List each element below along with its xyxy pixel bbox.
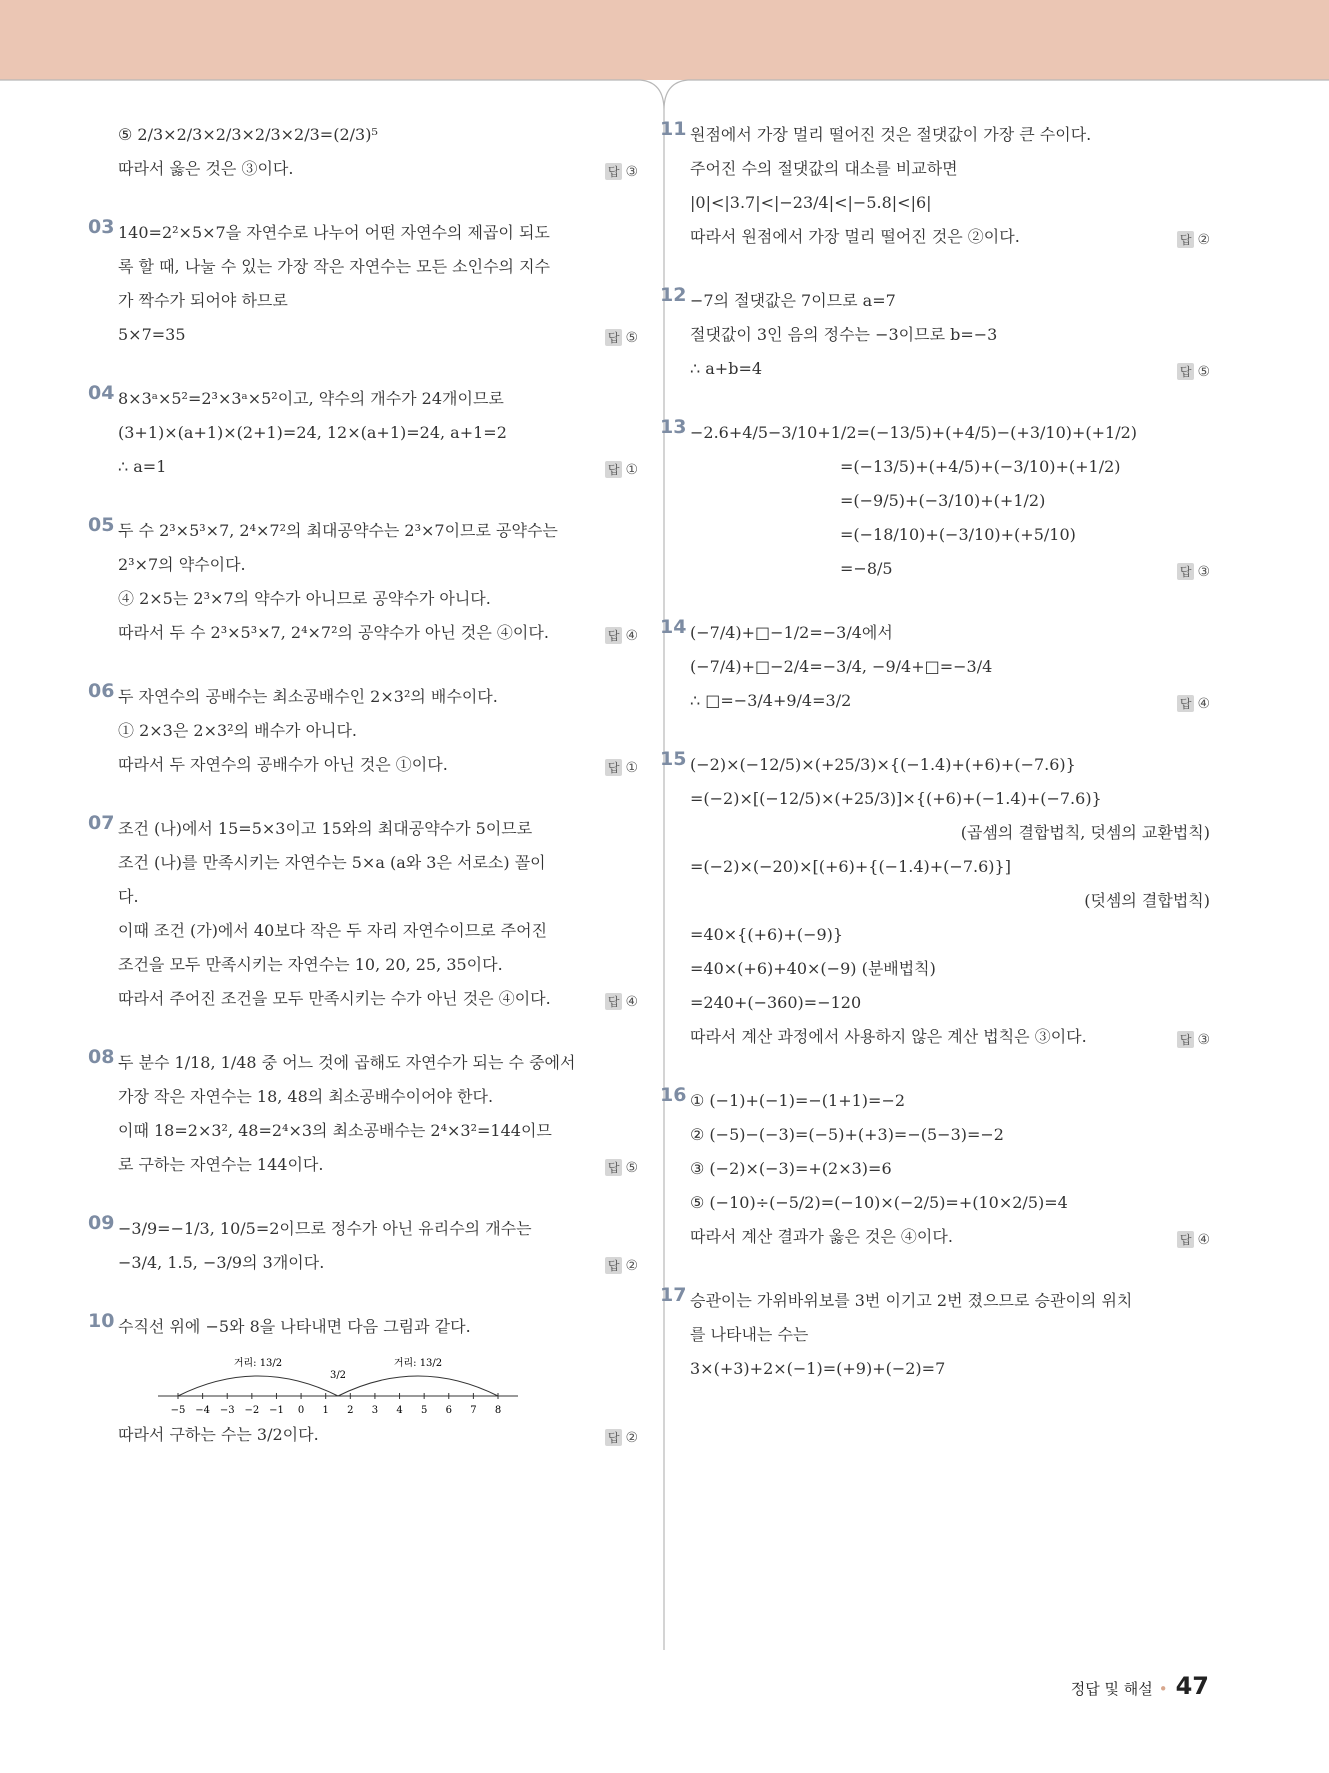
solution-line: 다. — [118, 887, 139, 906]
answer-mark — [605, 759, 638, 776]
answer-value: ③ — [625, 164, 638, 180]
solution-line: −2.6+4/5−3/10+1/2=(−13/5)+(+4/5)−(+3/10)+(+1/2) — [690, 423, 1138, 442]
solution-line: ∴ a+b=4 — [690, 359, 763, 378]
answer-label: 답 — [1177, 1031, 1195, 1048]
problem-number: 14 — [660, 616, 687, 638]
solution-line: −3/4, 1.5, −3/9의 3개이다. — [118, 1253, 325, 1272]
tick-label: 3 — [371, 1405, 379, 1416]
answer-value: ④ — [625, 628, 638, 644]
solution-line: 조건 (나)를 만족시키는 자연수는 5×a (a와 3은 서로소) 꼴이 — [118, 853, 546, 872]
answer-mark — [605, 329, 638, 346]
solution-line: ⑤ (−10)÷(−5/2)=(−10)×(−2/5)=+(10×2/5)=4 — [690, 1193, 1068, 1212]
problem-number: 08 — [88, 1046, 115, 1068]
solution-line: 수직선 위에 −5와 8을 나타내면 다음 그림과 같다. — [118, 1317, 471, 1336]
solution-line: 절댓값이 3인 음의 정수는 −3이므로 b=−3 — [690, 325, 998, 344]
answer-value: ③ — [1197, 1032, 1210, 1048]
tick-label: −3 — [219, 1405, 235, 1416]
answer-value: ① — [625, 760, 638, 776]
problem-number: 16 — [660, 1084, 687, 1106]
problem-number: 10 — [88, 1310, 115, 1332]
answer-mark — [1177, 231, 1210, 248]
solution-line: 따라서 두 수 2³×5³×7, 2⁴×7²의 공약수가 아닌 것은 ④이다. — [118, 623, 549, 642]
problem-number: 09 — [88, 1212, 115, 1234]
solution-line: 두 분수 1/18, 1/48 중 어느 것에 곱해도 자연수가 되는 수 중에서 — [118, 1053, 576, 1072]
answer-mark — [605, 627, 638, 644]
answer-value: ⑤ — [1197, 364, 1210, 380]
answer-mark — [605, 993, 638, 1010]
page-footer — [1071, 1672, 1209, 1700]
solution-line: 이때 18=2×3², 48=2⁴×3의 최소공배수는 2⁴×3²=144이므 — [118, 1121, 552, 1140]
solution-line: =(−2)×[(−12/5)×(+25/3)]×{(+6)+(−1.4)+(−7.6)} — [690, 789, 1102, 808]
left-column — [88, 118, 638, 1482]
solution-line: =−8/5 — [840, 559, 893, 578]
solution-item — [88, 216, 638, 352]
answer-value: ① — [625, 462, 638, 478]
answer-mark — [1177, 1231, 1210, 1248]
solution-line: 따라서 계산 과정에서 사용하지 않은 계산 법칙은 ③이다. — [690, 1027, 1087, 1046]
solution-line: ② (−5)−(−3)=(−5)+(+3)=−(5−3)=−2 — [690, 1125, 1004, 1144]
solution-line: 따라서 옳은 것은 ③이다. — [118, 159, 294, 178]
solution-line: ⑤ 2/3×2/3×2/3×2/3×2/3=(2/3)⁵ — [118, 125, 378, 144]
problem-number: 12 — [660, 284, 687, 306]
answer-value: ④ — [625, 994, 638, 1010]
solution-line: =(−2)×(−20)×[(+6)+{(−1.4)+(−7.6)}] — [690, 857, 1011, 876]
solution-line: (덧셈의 결합법칙) — [1084, 891, 1210, 910]
solution-line: 2³×7의 약수이다. — [118, 555, 246, 574]
solution-item — [88, 1046, 638, 1182]
solution-line: 8×3ᵃ×5²=2³×3ᵃ×5²이고, 약수의 개수가 24개이므로 — [118, 389, 504, 408]
solution-item — [88, 680, 638, 782]
answer-label: 답 — [605, 1257, 623, 1274]
answer-value: ④ — [1197, 696, 1210, 712]
answer-label: 답 — [1177, 363, 1195, 380]
solution-line: =40×{(+6)+(−9)} — [690, 925, 844, 944]
solution-line: (−2)×(−12/5)×(+25/3)×{(−1.4)+(+6)+(−7.6)} — [690, 755, 1076, 774]
solution-line: 따라서 계산 결과가 옳은 것은 ④이다. — [690, 1227, 953, 1246]
answer-label: 답 — [1177, 1231, 1195, 1248]
solution-line: 승관이는 가위바위보를 3번 이기고 2번 졌으므로 승관이의 위치 — [690, 1291, 1133, 1310]
solution-line: 5×7=35 — [118, 325, 186, 344]
tick-label: 6 — [445, 1405, 452, 1416]
answer-mark — [1177, 363, 1210, 380]
solution-line: (−7/4)+□−2/4=−3/4, −9/4+□=−3/4 — [690, 657, 993, 676]
solution-line: ① (−1)+(−1)=−(1+1)=−2 — [690, 1091, 906, 1110]
answer-mark — [1177, 563, 1210, 580]
footer-dot-icon: • — [1158, 1680, 1168, 1698]
solution-line: (곱셈의 결합법칙, 덧셈의 교환법칙) — [960, 823, 1210, 842]
answer-label: 답 — [605, 1159, 623, 1176]
solution-line: 140=2²×5×7을 자연수로 나누어 어떤 자연수의 제곱이 되도 — [118, 223, 550, 242]
distance-arc — [338, 1376, 498, 1396]
solution-item — [88, 1310, 638, 1452]
solution-line: 따라서 구하는 수는 3/2이다. — [118, 1425, 319, 1444]
solution-item — [660, 416, 1210, 586]
answer-value: ② — [625, 1258, 638, 1274]
solution-line: ③ (−2)×(−3)=+(2×3)=6 — [690, 1159, 892, 1178]
answer-label: 답 — [605, 461, 623, 478]
problem-number: 04 — [88, 382, 115, 404]
tick-label: 4 — [396, 1405, 403, 1416]
tick-label: 8 — [494, 1405, 502, 1416]
solution-line: =(−18/10)+(−3/10)+(+5/10) — [840, 525, 1076, 544]
problem-number: 13 — [660, 416, 687, 438]
solution-line: 3×(+3)+2×(−1)=(+9)+(−2)=7 — [690, 1359, 946, 1378]
problem-number: 05 — [88, 514, 115, 536]
problem-number: 03 — [88, 216, 115, 238]
problem-number: 15 — [660, 748, 687, 770]
solution-item — [118, 118, 638, 186]
answer-value: ④ — [1197, 1232, 1210, 1248]
solution-line: ∴ □=−3/4+9/4=3/2 — [690, 691, 852, 710]
answer-label: 답 — [1177, 231, 1195, 248]
answer-mark — [605, 1159, 638, 1176]
solution-line: −3/9=−1/3, 10/5=2이므로 정수가 아닌 유리수의 개수는 — [118, 1219, 532, 1238]
solution-line: =(−9/5)+(−3/10)+(+1/2) — [840, 491, 1046, 510]
problem-number: 07 — [88, 812, 115, 834]
solution-line: =(−13/5)+(+4/5)+(−3/10)+(+1/2) — [840, 457, 1121, 476]
solution-line: (−7/4)+□−1/2=−3/4에서 — [690, 623, 893, 642]
solution-line: 원점에서 가장 멀리 떨어진 것은 절댓값이 가장 큰 수이다. — [690, 125, 1092, 144]
solution-line: 가장 작은 자연수는 18, 48의 최소공배수이어야 한다. — [118, 1087, 494, 1106]
tick-label: −2 — [244, 1405, 260, 1416]
solution-line: 로 구하는 자연수는 144이다. — [118, 1155, 324, 1174]
tick-label: −5 — [170, 1405, 186, 1416]
solution-line: ① 2×3은 2×3²의 배수가 아니다. — [118, 721, 358, 740]
answer-label: 답 — [605, 329, 623, 346]
problem-number: 17 — [660, 1284, 687, 1306]
solution-line: 조건 (나)에서 15=5×3이고 15와의 최대공약수가 5이므로 — [118, 819, 533, 838]
answer-label: 답 — [605, 1429, 623, 1446]
solution-item — [88, 382, 638, 484]
solution-item — [660, 284, 1210, 386]
solution-item — [660, 748, 1210, 1054]
solution-line: 이때 조건 (가)에서 40보다 작은 두 자리 자연수이므로 주어진 — [118, 921, 548, 940]
solution-line: −7의 절댓값은 7이므로 a=7 — [690, 291, 896, 310]
answer-label: 답 — [605, 163, 623, 180]
answer-label: 답 — [1177, 563, 1195, 580]
solution-line: 주어진 수의 절댓값의 대소를 비교하면 — [690, 159, 958, 178]
distance-label: 3/2 — [329, 1370, 347, 1381]
distance-arc — [178, 1376, 338, 1396]
solution-line: 록 할 때, 나눌 수 있는 가장 작은 자연수는 모든 소인수의 지수 — [118, 257, 550, 276]
answer-value: ⑤ — [625, 330, 638, 346]
answer-label: 답 — [605, 993, 623, 1010]
tick-label: 5 — [420, 1405, 428, 1416]
solution-line: (3+1)×(a+1)×(2+1)=24, 12×(a+1)=24, a+1=2 — [118, 423, 507, 442]
solution-line: 따라서 원점에서 가장 멀리 떨어진 것은 ②이다. — [690, 227, 1020, 246]
answer-label: 답 — [605, 627, 623, 644]
page-number: 47 — [1175, 1672, 1209, 1700]
solution-line: 두 자연수의 공배수는 최소공배수인 2×3²의 배수이다. — [118, 687, 498, 706]
answer-mark — [605, 163, 638, 180]
solution-line: 조건을 모두 만족시키는 자연수는 10, 20, 25, 35이다. — [118, 955, 503, 974]
answer-value: ② — [1197, 232, 1210, 248]
solution-item — [660, 118, 1210, 254]
answer-value: ⑤ — [625, 1160, 638, 1176]
solution-item — [88, 812, 638, 1016]
answer-mark — [1177, 1031, 1210, 1048]
solution-item — [660, 616, 1210, 718]
problem-number: 11 — [660, 118, 687, 140]
problem-number: 06 — [88, 680, 115, 702]
solution-line: |0|<|3.7|<|−23/4|<|−5.8|<|6| — [690, 193, 932, 212]
distance-label: 거리: 13/2 — [233, 1358, 283, 1369]
answer-mark — [605, 461, 638, 478]
tick-label: 7 — [470, 1405, 477, 1416]
answer-mark — [605, 1257, 638, 1274]
tick-label: 2 — [347, 1405, 354, 1416]
solution-item — [88, 514, 638, 650]
solution-line: ④ 2×5는 2³×7의 약수가 아니므로 공약수가 아니다. — [118, 589, 491, 608]
number-line-diagram — [158, 1348, 518, 1418]
answer-label: 답 — [1177, 695, 1195, 712]
solution-line: =40×(+6)+40×(−9) (분배법칙) — [690, 959, 936, 978]
tick-label: 1 — [322, 1405, 329, 1416]
answer-mark — [1177, 695, 1210, 712]
answer-label: 답 — [605, 759, 623, 776]
tick-label: 0 — [297, 1405, 305, 1416]
right-column — [660, 118, 1210, 1416]
solution-item — [660, 1084, 1210, 1254]
solution-line: 를 나타내는 수는 — [690, 1325, 809, 1344]
solution-item — [660, 1284, 1210, 1386]
answer-value: ② — [625, 1430, 638, 1446]
answer-mark — [605, 1429, 638, 1446]
solution-line: ∴ a=1 — [118, 457, 167, 476]
solution-line: 따라서 두 자연수의 공배수가 아닌 것은 ①이다. — [118, 755, 448, 774]
tick-label: −1 — [269, 1405, 284, 1416]
solution-line: =240+(−360)=−120 — [690, 993, 862, 1012]
distance-label: 거리: 13/2 — [393, 1358, 443, 1369]
answer-value: ③ — [1197, 564, 1210, 580]
tick-label: −4 — [195, 1405, 210, 1416]
solution-line: 두 수 2³×5³×7, 2⁴×7²의 최대공약수는 2³×7이므로 공약수는 — [118, 521, 558, 540]
solution-line: 가 짝수가 되어야 하므로 — [118, 291, 288, 310]
footer-label: 정답 및 해설 — [1070, 1680, 1153, 1698]
solution-item — [88, 1212, 638, 1280]
solution-line: 따라서 주어진 조건을 모두 만족시키는 수가 아닌 것은 ④이다. — [118, 989, 551, 1008]
